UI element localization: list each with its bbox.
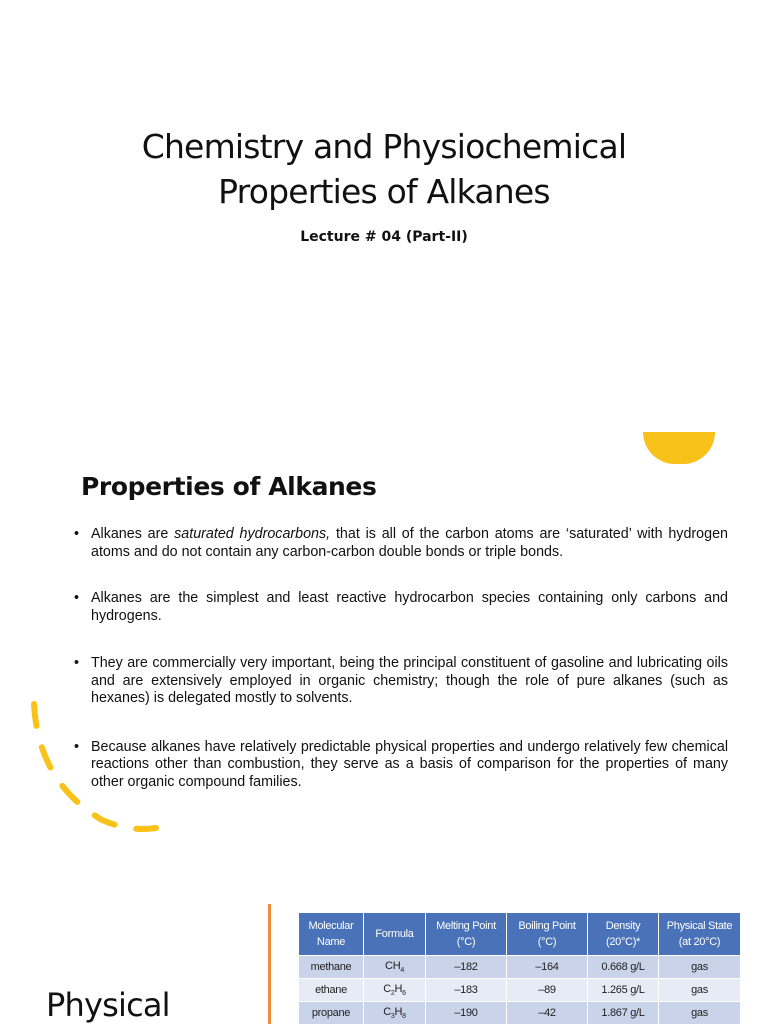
bullet-marker: • [74, 590, 80, 606]
header-density: Density (20°C)* [588, 913, 659, 956]
physical-title: Physical [46, 986, 170, 1024]
bullet-marker: • [74, 738, 80, 755]
cell-melting-point: –183 [426, 979, 507, 1002]
bullet-item [74, 526, 728, 561]
bullet-text: Because alkanes have relatively predictable physical properties and undergo relatively few chemical reactions other than combustion, they serve as a basis of comparison for the properties of many other organic compound families. [91, 738, 728, 790]
bullet-text: Alkanes are the simplest and least reactive hydrocarbon species containing only carbons and hydrogens. [91, 590, 728, 624]
dashed-arc-decoration [28, 692, 168, 842]
cell-name: ethane [299, 979, 364, 1002]
title-line-1: Chemistry and Physiochemical [141, 127, 627, 166]
yellow-semicircle-decoration [643, 432, 715, 464]
lecture-subtitle: Lecture # 04 (Part-II) [300, 229, 468, 245]
orange-divider [268, 904, 271, 1024]
cell-boiling-point: –42 [507, 1002, 588, 1024]
cell-formula: $C_2H_6$ [364, 979, 426, 1002]
cell-density: 0.668 g/L [588, 956, 659, 979]
bullet-item [74, 655, 728, 708]
cell-boiling-point: –89 [507, 979, 588, 1002]
bullet-list [74, 526, 728, 791]
cell-state: gas [659, 956, 741, 979]
header-molecular-name: Molecular Name [299, 913, 364, 956]
title-line-2: Properties of Alkanes [218, 172, 550, 211]
table-row [299, 979, 741, 1002]
cell-name: propane [299, 1002, 364, 1024]
cell-density: 1.867 g/L [588, 1002, 659, 1024]
cell-state: gas [659, 979, 741, 1002]
bullet-text-pre: Alkanes are [91, 526, 175, 542]
bullet-text: They are commercially very important, being the principal constituent of gasoline and lubricating oils and are extensively employed in organic chemistry; though the role of pure alkanes (such as hexanes) is delegated mostly to solvents. [91, 655, 728, 706]
bullet-marker: • [74, 655, 80, 671]
bullet-text-post: that is all of the carbon atoms are ‘saturated’ with hydrogen atoms and do not contain any carbon-carbon double bonds or triple bonds. [91, 526, 728, 560]
cell-melting-point: –190 [426, 1002, 507, 1024]
bullet-item [74, 739, 728, 792]
cell-formula: $CH_4$ [364, 956, 426, 979]
cell-boiling-point: –164 [507, 956, 588, 979]
section-title: Properties of Alkanes [81, 472, 377, 501]
cell-state: gas [659, 1002, 741, 1024]
bullet-item [74, 590, 728, 625]
properties-slide [0, 432, 768, 882]
bullet-text-italic: saturated hydrocarbons, [174, 526, 331, 542]
cell-formula: $C_3H_8$ [364, 1002, 426, 1024]
cell-name: methane [299, 956, 364, 979]
alkane-properties-table [298, 912, 741, 1024]
physical-properties-slide [0, 894, 768, 1024]
bullet-marker: • [74, 526, 80, 542]
page-title [0, 124, 768, 214]
table-row [299, 956, 741, 979]
cell-melting-point: –182 [426, 956, 507, 979]
title-slide [0, 0, 768, 420]
table-row [299, 1002, 741, 1024]
header-melting-point: Melting Point (°C) [426, 913, 507, 956]
cell-density: 1.265 g/L [588, 979, 659, 1002]
table-header-row [299, 913, 741, 956]
header-formula: Formula [364, 913, 426, 956]
header-physical-state: Physical State (at 20°C) [659, 913, 741, 956]
header-boiling-point: Boiling Point (°C) [507, 913, 588, 956]
